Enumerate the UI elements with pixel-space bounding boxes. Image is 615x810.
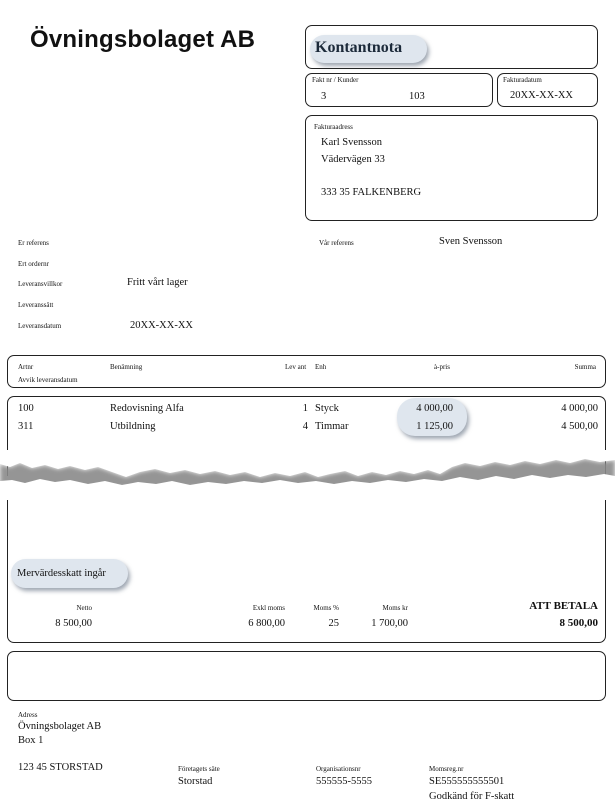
header-lev-ant: Lev ant (285, 363, 307, 371)
row-artnr: 100 (18, 403, 34, 414)
exkl-moms-value: 6 800,00 (248, 618, 285, 629)
exkl-moms-label: Exkl moms (252, 604, 285, 612)
var-referens-value: Sven Svensson (439, 236, 503, 247)
footer-sate-value: Storstad (178, 776, 213, 787)
row-antal: 4 (302, 421, 308, 432)
netto-value: 8 500,00 (55, 618, 92, 629)
leveransdatum-value: 20XX-XX-XX (130, 320, 193, 331)
invoice-number-value: 3 (321, 91, 327, 102)
address-street: Vädervägen 33 (321, 154, 385, 165)
footer-adress-label: Adress (18, 711, 38, 719)
row-apris: 4 000,00 (416, 403, 453, 414)
footer-sate-label: Företagets säte (178, 765, 220, 773)
att-betala-label: ATT BETALA (529, 600, 598, 612)
row-apris: 1 125,00 (416, 421, 453, 432)
invoice-number-label: Fakt nr / Kunder (312, 76, 359, 84)
message-box (7, 651, 606, 701)
moms-pct-value: 25 (328, 618, 339, 629)
footer-moms-value: SE555555555501 (429, 776, 505, 787)
customer-number-value: 103 (409, 91, 425, 102)
invoice-date-value: 20XX-XX-XX (510, 90, 573, 101)
header-summa: Summa (574, 363, 596, 371)
header-a-pris: à-pris (434, 363, 450, 371)
moms-kr-value: 1 700,00 (371, 618, 408, 629)
table-header-box (7, 355, 606, 388)
header-benamning: Benämning (110, 363, 143, 371)
header-enh: Enh (315, 363, 327, 371)
row-artnr: 311 (18, 421, 34, 432)
document-type-label: Kontantnota (315, 39, 403, 56)
row-benamning: Redovisning Alfa (110, 403, 184, 414)
footer-company: Övningsbolaget AB (18, 721, 102, 732)
row-enh: Styck (315, 403, 339, 414)
footer-box: Box 1 (18, 735, 44, 746)
leveransvillkor-label: Leveransvillkor (18, 280, 63, 288)
row-summa: 4 500,00 (561, 421, 598, 432)
moms-kr-label: Moms kr (382, 604, 408, 612)
att-betala-value: 8 500,00 (559, 617, 598, 629)
row-enh: Timmar (315, 421, 349, 432)
invoice-address-label: Fakturaadress (314, 123, 353, 131)
netto-label: Netto (76, 604, 92, 612)
leveransdatum-label: Leveransdatum (18, 322, 62, 330)
invoice-date-label: Fakturadatum (503, 76, 542, 84)
leveransvillkor-value: Fritt vårt lager (127, 277, 188, 288)
footer-org-label: Organisationsnr (316, 765, 361, 773)
header-avvik-leveransdatum: Avvik leveransdatum (18, 376, 78, 384)
footer-moms-label: Momsreg.nr (429, 765, 464, 773)
footer-org-value: 555555-5555 (316, 776, 372, 787)
header-artnr: Artnr (18, 363, 34, 371)
vat-note: Mervärdesskatt ingår (17, 568, 106, 579)
ert-ordernr-label: Ert ordernr (18, 260, 49, 268)
address-postal: 333 35 FALKENBERG (321, 187, 422, 198)
address-name: Karl Svensson (321, 137, 382, 148)
company-title: Övningsbolaget AB (30, 26, 256, 53)
er-referens-label: Er referens (18, 239, 49, 247)
row-antal: 1 (302, 403, 308, 414)
leveranssatt-label: Leveranssätt (18, 301, 54, 309)
row-benamning: Utbildning (110, 421, 156, 432)
moms-pct-label: Moms % (313, 604, 339, 612)
footer-city: 123 45 STORSTAD (18, 762, 103, 773)
var-referens-label: Vår referens (319, 239, 354, 247)
footer-fskatt: Godkänd för F-skatt (429, 791, 515, 802)
row-summa: 4 000,00 (561, 403, 598, 414)
